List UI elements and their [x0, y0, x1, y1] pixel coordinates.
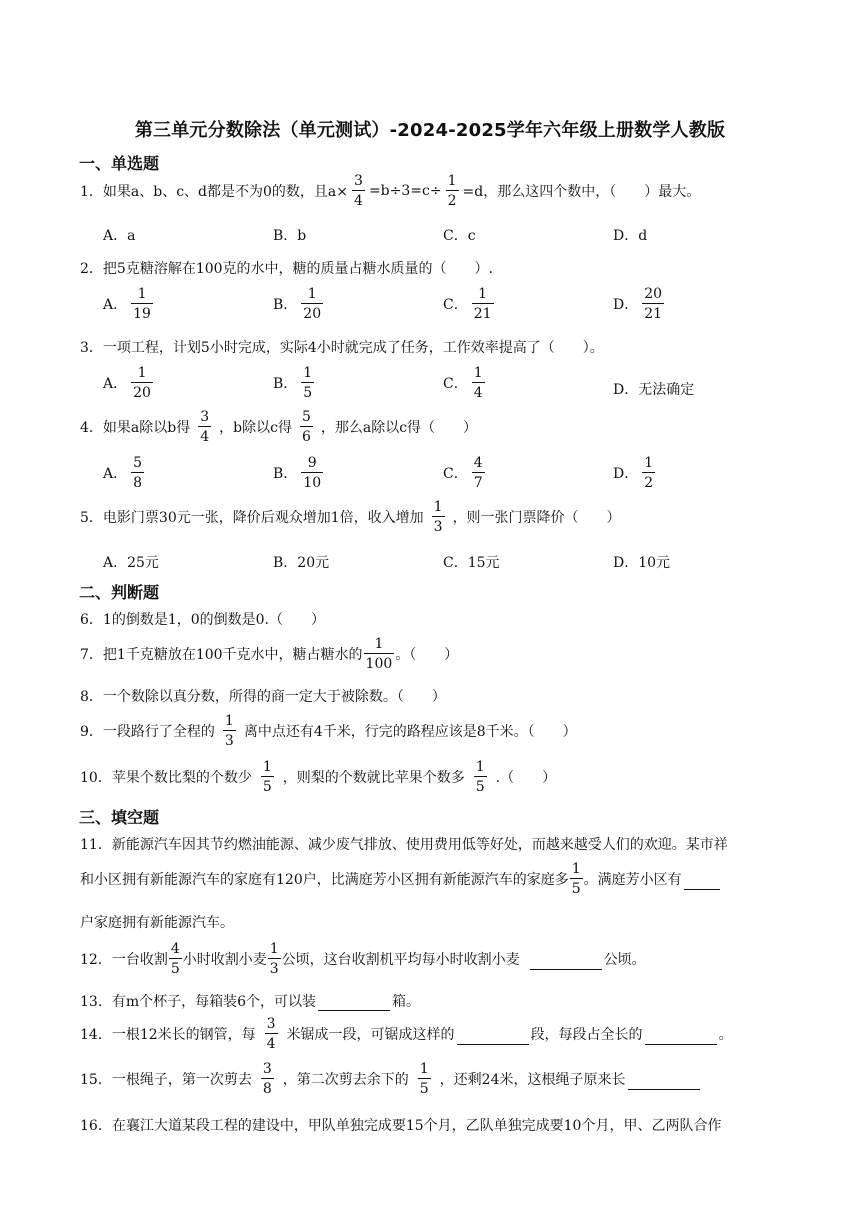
option-a[interactable]: A．25元 — [103, 555, 159, 571]
question-1-options — [103, 225, 783, 245]
fraction: $\frac{5}{8}$ — [133, 455, 143, 491]
option-label: D． — [613, 466, 639, 482]
option-b[interactable] — [273, 366, 443, 400]
question-text: 4．如果a除以b得 — [80, 420, 191, 436]
fraction: $\frac{4}{7}$ — [473, 455, 483, 491]
fraction: $\frac{3}{4}$ — [200, 409, 210, 445]
option-c[interactable]: C．c — [443, 228, 476, 244]
option-c[interactable] — [443, 456, 613, 490]
question-5-options — [103, 552, 783, 572]
fraction: $\frac{1}{5}$ — [475, 759, 485, 795]
fraction: $\frac{1}{4}$ — [473, 365, 483, 401]
question-15 — [80, 1062, 700, 1096]
option-label: B． — [273, 466, 298, 482]
question-text: 15．一根绳子，第一次剪去 — [80, 1072, 252, 1088]
question-text: 小时收割小麦 — [182, 952, 267, 968]
fraction: $\frac{1}{20}$ — [133, 365, 151, 401]
fraction: $\frac{3}{8}$ — [262, 1061, 272, 1097]
answer-blank[interactable] — [318, 996, 390, 1011]
option-d[interactable]: D．d — [613, 228, 648, 244]
option-d[interactable] — [613, 367, 783, 399]
question-text: =b÷3=c÷ — [368, 183, 442, 199]
option-c[interactable] — [443, 287, 613, 321]
fraction: $\frac{1}{100}$ — [365, 636, 393, 672]
option-d[interactable] — [613, 287, 783, 321]
option-label: D．无法确定 — [613, 382, 695, 398]
option-label: A． — [103, 376, 128, 392]
option-b[interactable]: B．20元 — [273, 555, 330, 571]
question-text: 。 — [718, 1027, 733, 1043]
fraction: $\frac{1}{2}$ — [644, 455, 654, 491]
question-2: 2．把5克糖溶解在100克的水中，糖的质量占糖水质量的（ ）. — [80, 261, 493, 277]
option-c[interactable] — [443, 366, 613, 400]
option-b[interactable] — [273, 456, 443, 490]
question-text: ，那么a除以c得（ ） — [320, 420, 478, 436]
fraction: $\frac{1}{3}$ — [269, 941, 279, 977]
question-3-options — [103, 366, 783, 400]
question-text: =d，那么这四个数中，（ ）最大。 — [462, 184, 701, 200]
question-13 — [80, 990, 420, 1011]
question-text: 10．苹果个数比梨的个数少 — [80, 770, 252, 786]
fraction: $\frac{20}{21}$ — [644, 286, 663, 322]
question-text: ，则一张门票降价（ ） — [452, 510, 621, 526]
option-a[interactable] — [103, 287, 273, 321]
question-text: ，第二次剪去余下的 — [282, 1072, 409, 1088]
question-4-options — [103, 456, 783, 490]
question-4 — [80, 410, 477, 444]
question-text: 和小区拥有新能源汽车的家庭有120户，比满庭芳小区拥有新能源汽车的家庭多 — [80, 872, 569, 888]
option-b[interactable]: B．b — [273, 228, 307, 244]
fraction: $\frac{9}{10}$ — [303, 455, 322, 491]
fraction: $\frac{3}{4}$ — [354, 173, 363, 209]
question-text: .（ ） — [495, 770, 557, 786]
question-5 — [80, 500, 621, 534]
fraction: $\frac{1}{20}$ — [303, 286, 322, 322]
answer-blank[interactable] — [457, 1030, 529, 1045]
question-14 — [80, 1017, 733, 1051]
question-11-line-3: 户家庭拥有新能源汽车。 — [80, 915, 234, 931]
fraction: $\frac{1}{5}$ — [303, 365, 313, 401]
option-d[interactable]: D．10元 — [613, 555, 671, 571]
fraction: $\frac{1}{5}$ — [262, 759, 272, 795]
question-text: 12．一台收割 — [80, 952, 168, 968]
option-label: C． — [443, 376, 468, 392]
option-label: B． — [273, 297, 298, 313]
option-b[interactable] — [273, 287, 443, 321]
page-title: 第三单元分数除法（单元测试）-2024-2025学年六年级上册数学人教版 — [134, 120, 726, 141]
question-text: ，则梨的个数就比苹果个数多 — [282, 770, 465, 786]
question-7 — [80, 637, 458, 671]
question-text: 。（ ） — [395, 647, 459, 663]
question-text: 13．有m个杯子，每箱装6个，可以装 — [80, 993, 316, 1010]
question-3: 3．一项工程，计划5小时完成，实际4小时就完成了任务，工作效率提高了（ ）。 — [80, 340, 604, 356]
question-text: 7．把1千克糖放在100千克水中，糖占糖水的 — [80, 647, 363, 663]
question-12 — [80, 942, 646, 976]
option-d[interactable] — [613, 456, 783, 490]
section-heading-true-false: 二、判断题 — [79, 583, 160, 602]
option-label: C． — [443, 466, 468, 482]
question-text: 公顷，这台收割机平均每小时收割小麦 — [281, 952, 520, 968]
answer-blank[interactable] — [645, 1030, 717, 1045]
question-text: 。满庭芳小区有 — [583, 872, 682, 888]
fraction: $\frac{1}{3}$ — [224, 713, 234, 749]
option-a[interactable] — [103, 366, 273, 400]
question-text: 段，每段占全长的 — [530, 1027, 643, 1043]
question-text: 离中点还有4千米，行完的路程应该是8千米。（ ） — [243, 724, 577, 740]
question-9 — [80, 714, 577, 748]
answer-blank[interactable] — [684, 875, 720, 890]
question-16: 16．在襄江大道某段工程的建设中，甲队单独完成要15个月，乙队单独完成要10个月，甲、乙两队合作 — [80, 1118, 722, 1134]
question-text: 5．电影门票30元一张，降价后观众增加1倍，收入增加 — [80, 510, 424, 526]
option-label: B． — [273, 376, 298, 392]
fraction: $\frac{1}{2}$ — [447, 173, 457, 209]
option-label: D． — [613, 297, 639, 313]
question-6: 6．1的倒数是1，0的倒数是0.（ ） — [80, 612, 325, 628]
question-11-line-1: 11．新能源汽车因其节约燃油能源、减少废气排放、使用费用低等好处，而越来越受人们的欢迎。某市祥 — [80, 837, 728, 853]
section-heading-single-choice: 一、单选题 — [79, 154, 160, 173]
fraction: $\frac{4}{5}$ — [170, 941, 180, 977]
fraction: $\frac{1}{19}$ — [133, 286, 151, 322]
question-10 — [80, 760, 556, 794]
fraction: $\frac{1}{21}$ — [473, 286, 492, 322]
fraction: $\frac{1}{5}$ — [571, 861, 581, 897]
question-1 — [80, 174, 700, 208]
question-text: 1．如果a、b、c、d都是不为0的数，且a× — [80, 184, 349, 200]
option-c[interactable]: C．15元 — [443, 555, 500, 571]
option-label: C． — [443, 297, 468, 313]
option-label: A． — [103, 297, 128, 313]
question-text: ，还剩24米，这根绳子原来长 — [439, 1072, 626, 1088]
fraction: $\frac{1}{3}$ — [433, 499, 443, 535]
fraction: $\frac{1}{5}$ — [419, 1061, 429, 1097]
question-text: 14．一根12米长的钢管，每 — [80, 1027, 256, 1043]
question-8: 8．一个数除以真分数，所得的商一定大于被除数。（ ） — [80, 689, 446, 705]
question-text: ，b除以c得 — [219, 420, 292, 436]
question-11-line-2 — [80, 862, 810, 896]
answer-blank[interactable] — [530, 955, 602, 970]
option-a[interactable] — [103, 456, 273, 490]
question-text: 公顷。 — [603, 952, 646, 968]
question-text: 9．一段路行了全程的 — [80, 724, 215, 740]
answer-blank[interactable] — [628, 1075, 700, 1090]
question-2-options — [103, 287, 783, 321]
fraction: $\frac{5}{6}$ — [301, 409, 311, 445]
question-text: 箱。 — [392, 993, 420, 1010]
section-heading-fill-in: 三、填空题 — [79, 808, 160, 827]
question-text: 米锯成一段，可锯成这样的 — [286, 1027, 455, 1043]
option-a[interactable]: A．a — [103, 228, 136, 244]
option-label: A． — [103, 466, 128, 482]
fraction: $\frac{3}{4}$ — [266, 1016, 276, 1052]
